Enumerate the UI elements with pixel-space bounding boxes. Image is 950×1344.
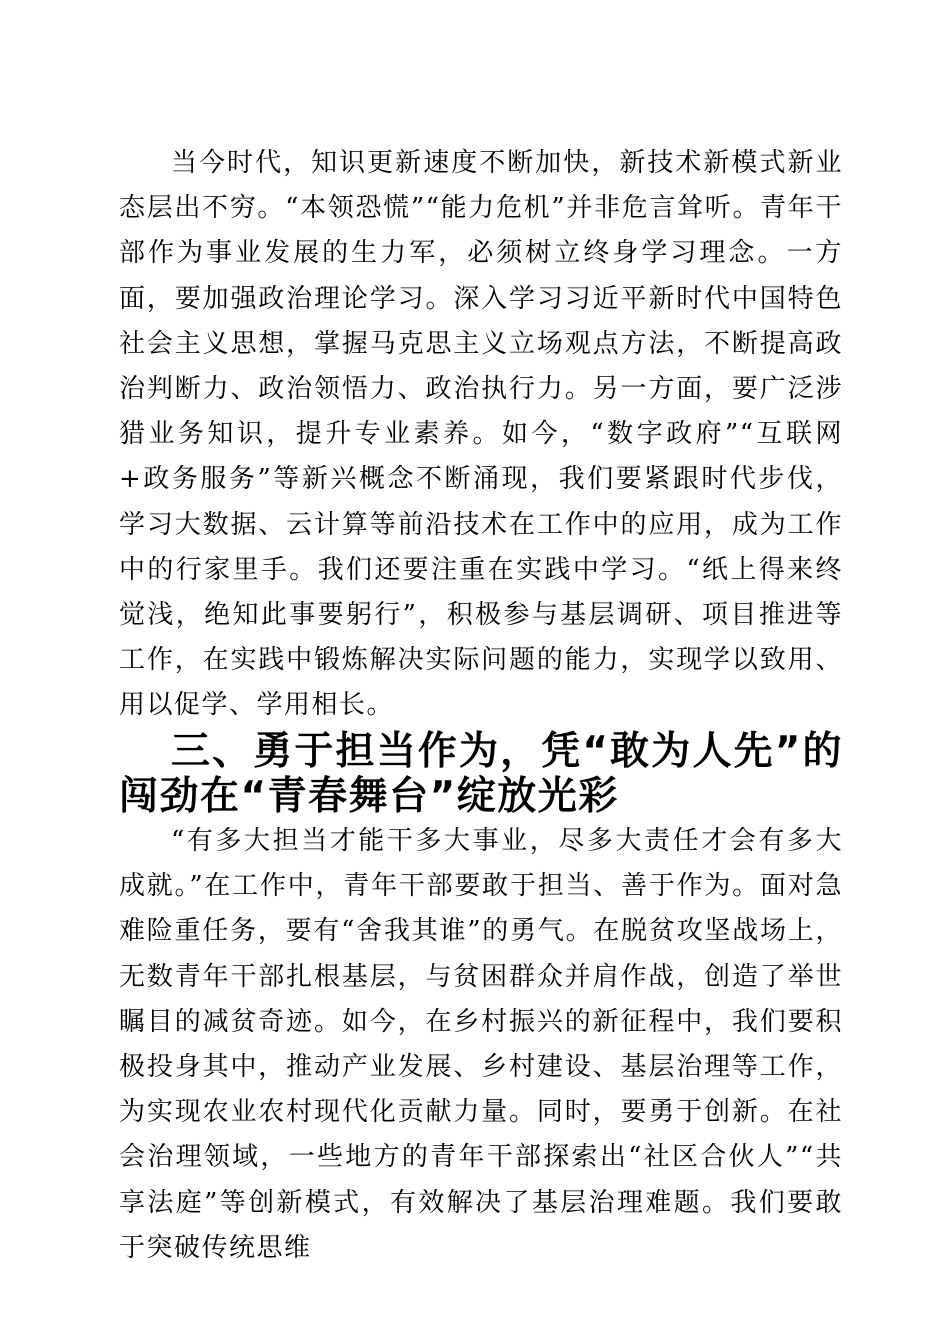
paragraph-responsibility: “有多大担当才能干多大事业，尽多大责任才会有多大成就。”在工作中，青年干部要敢于担当、善于作为。面对急难险重任务，要有“舍我其谁”的勇气。在脱贫攻坚战场上，无数青年干部扎根基层，与贫困群众并肩作战，创造了举世瞩目的减贫奇迹。如今，在乡村振兴的新征程中，我们要积极投身其中，推动产业发展、乡村建设、基层治理等工作，为实现农业农村现代化贡献力量。同时，要勇于创新。在社会治理领域，一些地方的青年干部探索出“社区合伙人”“共享法庭”等创新模式，有效解决了基层治理难题。我们要敢于突破传统思维 (119, 826, 843, 1263)
section-heading-three: 三、勇于担当作为，凭“敢为人先”的闯劲在“青春舞台”绽放光彩 (119, 728, 843, 819)
document-body (119, 141, 843, 1271)
paragraph-lifelong-learning: 当今时代，知识更新速度不断加快，新技术新模式新业态层出不穷。“本领恐慌”“能力危机”并非危言耸听。青年干部作为事业发展的生力军，必须树立终身学习理念。一方面，要加强政治理论学习。深入学习习近平新时代中国特色社会主义思想，掌握马克思主义立场观点方法，不断提高政治判断力、政治领悟力、政治执行力。另一方面，要广泛涉猎业务知识，提升专业素养。如今，“数字政府”“互联网+政务服务”等新兴概念不断涌现，我们要紧跟时代步伐，学习大数据、云计算等前沿技术在工作中的应用，成为工作中的行家里手。我们还要注重在实践中学习。“纸上得来终觉浅，绝知此事要躬行”，积极参与基层调研、项目推进等工作，在实践中锻炼解决实际问题的能力，实现学以致用、用以促学、学用相长。 (119, 148, 843, 721)
